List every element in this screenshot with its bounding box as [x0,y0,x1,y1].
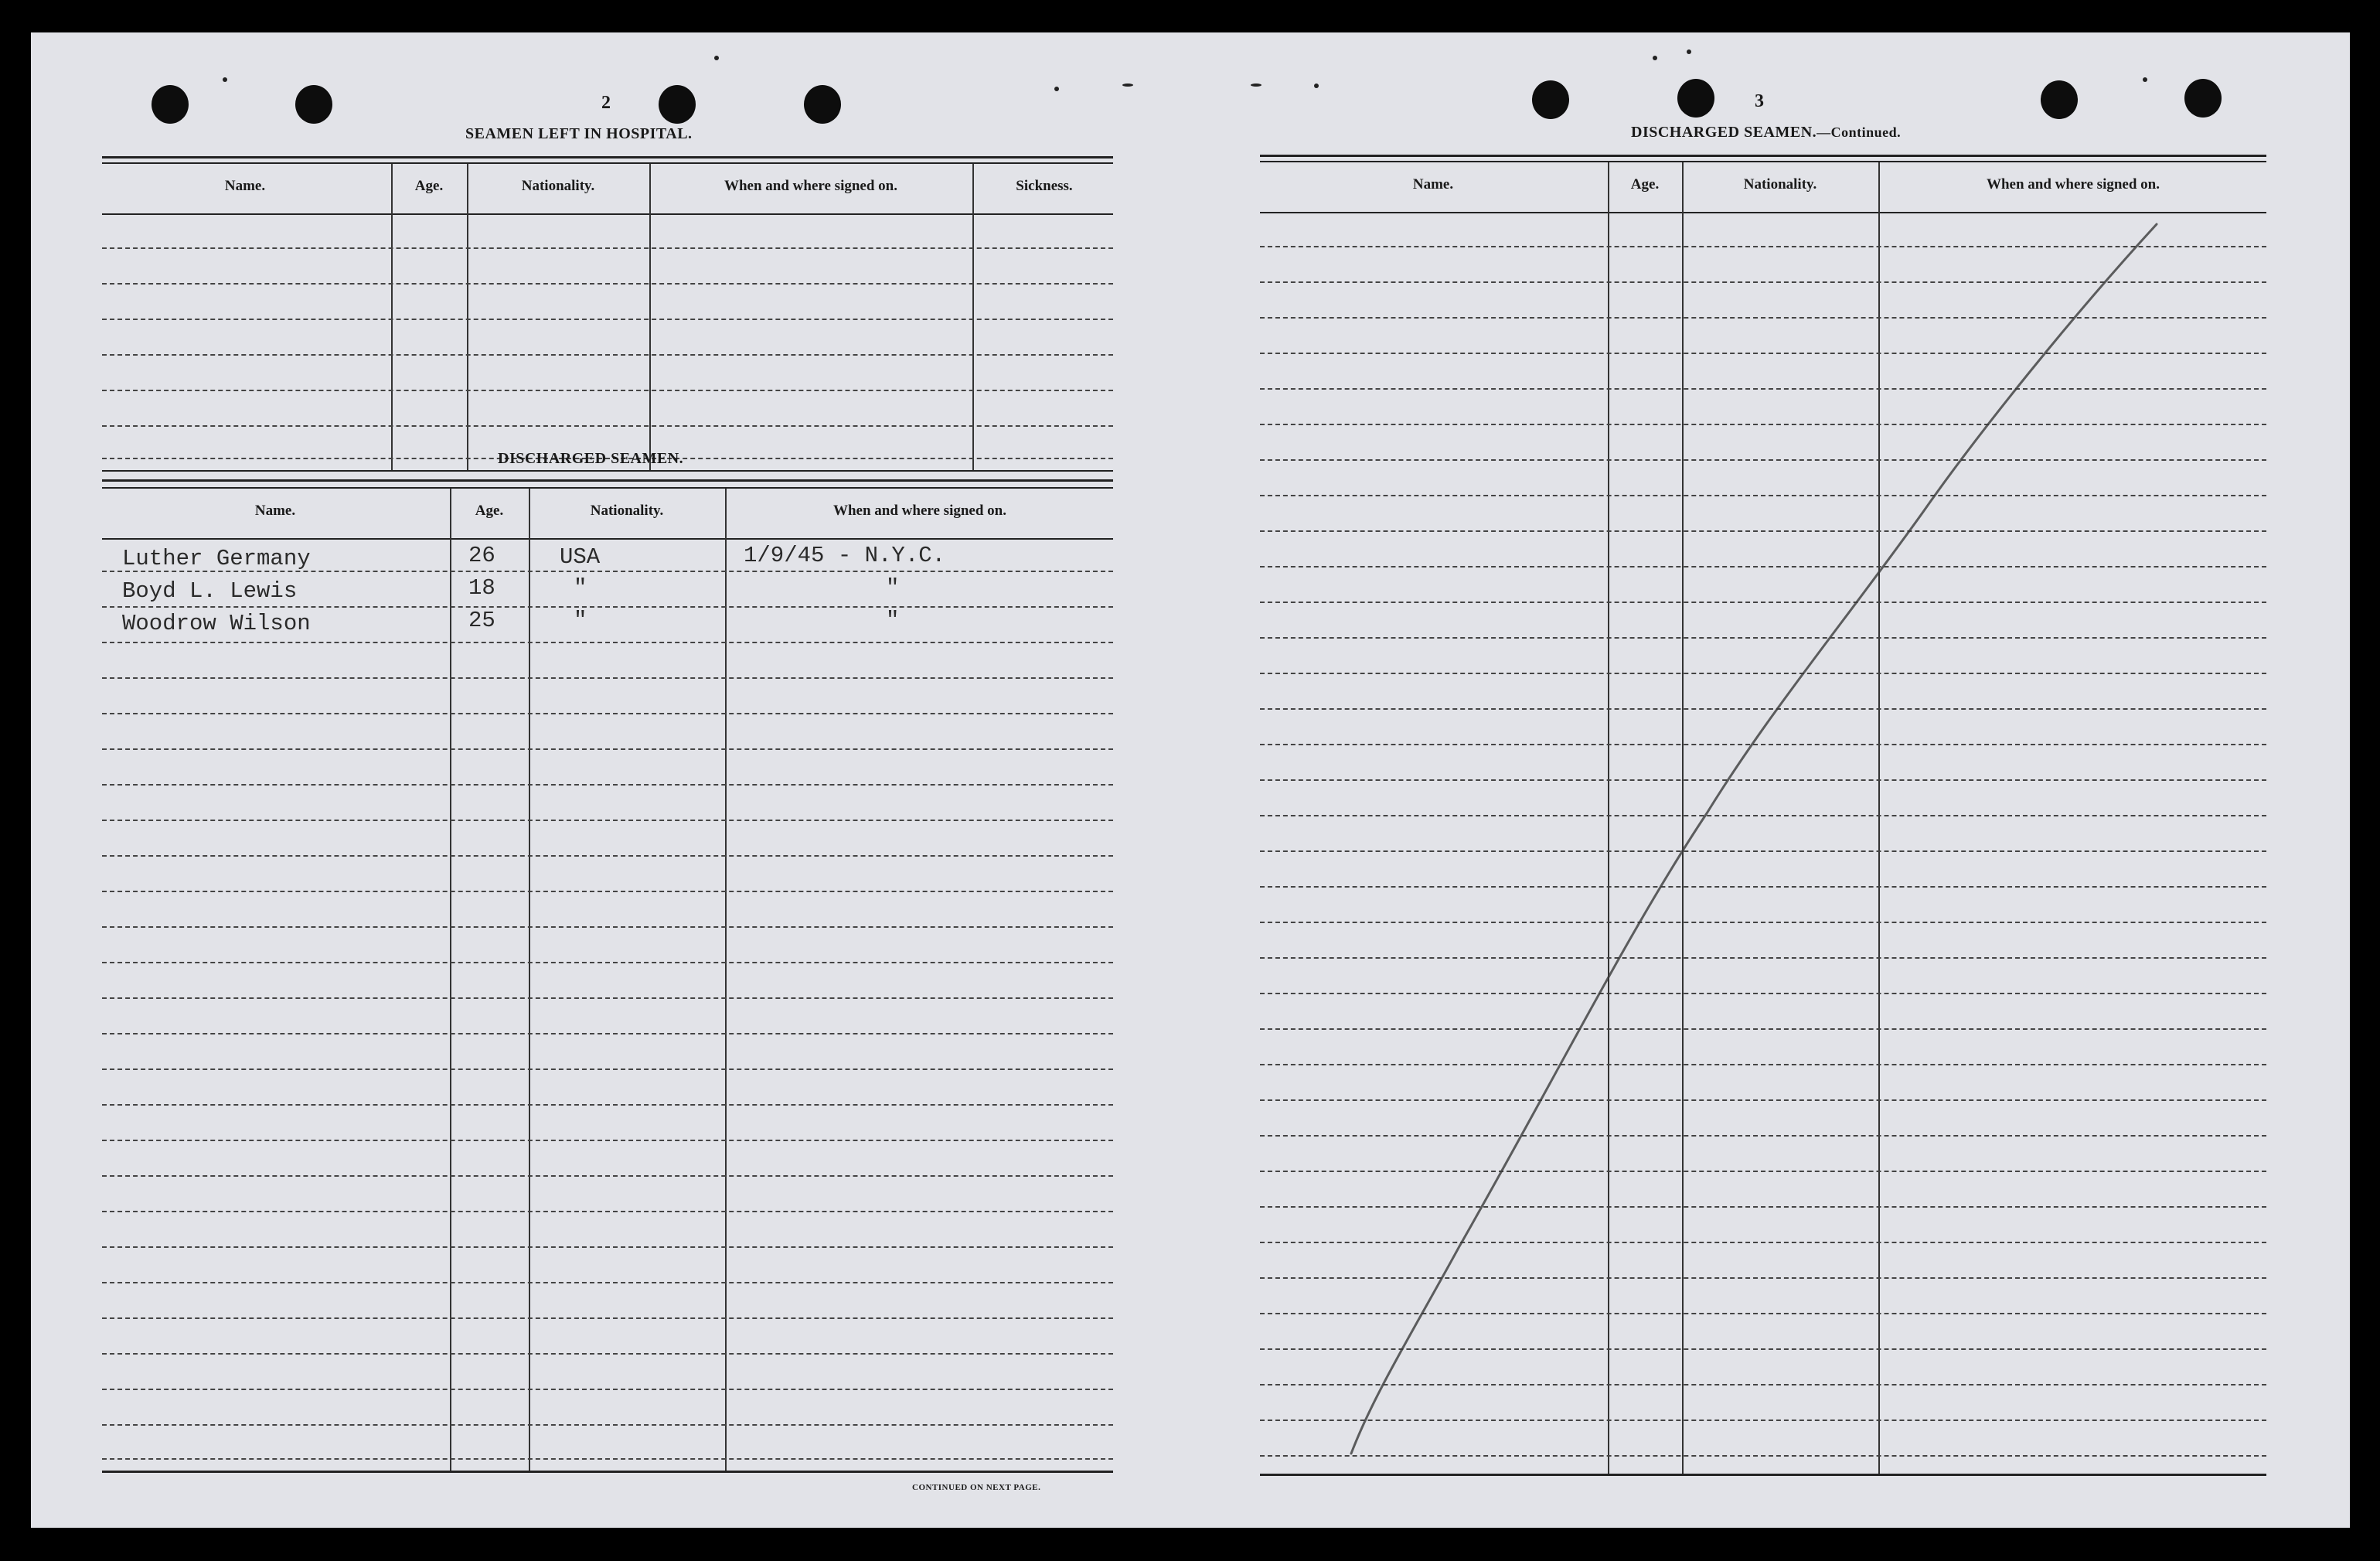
column-header-sickness: Sickness. [1016,178,1073,194]
seaman-name: Boyd L. Lewis [122,578,298,604]
seaman-name: Luther Germany [122,546,311,571]
entry-line [102,354,1113,356]
entry-line [102,820,1113,821]
entry-line [102,1389,1113,1390]
rule [102,156,1113,158]
seaman-name: Woodrow Wilson [122,611,311,636]
entry-line [102,425,1113,427]
left-page [100,32,1146,1528]
entry-line [102,997,1113,999]
page-number: 3 [1755,91,1764,111]
entry-line [102,1353,1113,1355]
column-header-age: Age. [475,503,504,519]
rule [102,162,1113,164]
seaman-age: 18 [468,575,495,601]
column-divider [529,489,530,1471]
column-divider [972,164,974,470]
entry-line [102,1458,1113,1460]
column-header-signed-on: When and where signed on. [832,503,1006,519]
column-divider [391,164,393,470]
seaman-signed-on: 1/9/45 - N.Y.C. [744,543,946,568]
column-header-signed-on: When and where signed on. [724,178,897,194]
hospital-section-title: SEAMEN LEFT IN HOSPITAL. [465,125,693,142]
entry-line [102,1282,1113,1283]
rule [102,479,1113,482]
seaman-signed-on: " [886,575,900,601]
rule [102,470,1113,472]
continued-suffix: —Continued. [1816,124,1902,140]
seaman-age: 26 [468,543,495,568]
document-sheet [31,32,2350,1528]
column-header-nationality: Nationality. [590,503,664,519]
entry-line [102,748,1113,750]
seaman-nationality: USA [560,544,601,570]
entry-line [102,784,1113,786]
entry-line [102,1175,1113,1177]
column-header-signed-on: When and where signed on. [1986,176,2160,193]
entry-line [102,1104,1113,1106]
entry-line [102,390,1113,391]
entry-line [102,1424,1113,1426]
seaman-nationality: " [574,608,587,633]
entry-line [102,247,1113,249]
seaman-signed-on: " [886,608,900,633]
rule [102,1471,1113,1473]
column-divider [649,164,651,470]
page-number: 2 [601,93,611,113]
entry-line [102,1140,1113,1141]
column-header-age: Age. [1630,176,1660,193]
column-header-nationality: Nationality. [521,178,595,194]
column-header-nationality: Nationality. [1743,176,1817,193]
seaman-age: 25 [468,608,495,633]
column-header-name: Name. [254,503,296,519]
section-title: DISCHARGED SEAMEN. [1631,124,1817,141]
entry-line [102,926,1113,928]
column-header-age: Age. [414,178,444,194]
entry-line [102,1069,1113,1070]
entry-line [102,713,1113,714]
entry-line [102,1246,1113,1248]
seaman-nationality: " [574,575,587,601]
column-divider [450,489,451,1471]
continued-footer: CONTINUED ON NEXT PAGE. [912,1483,1041,1492]
entry-line [102,283,1113,285]
entry-line [102,1033,1113,1034]
discharged-section-title: DISCHARGED SEAMEN. [498,450,684,467]
rule [102,487,1113,489]
entry-line [102,606,1113,608]
entry-line [102,962,1113,963]
entry-line [102,855,1113,857]
entry-line [102,1317,1113,1319]
cancel-line-mark [1258,32,2303,1528]
rule [102,213,1113,215]
entry-line [102,642,1113,643]
right-page [1258,32,2303,1528]
entry-line [102,1211,1113,1212]
column-divider [467,164,468,470]
rule [102,538,1113,540]
entry-line [102,891,1113,892]
entry-line [102,677,1113,679]
entry-line [102,319,1113,320]
column-divider [725,489,727,1471]
column-header-name: Name. [1412,176,1454,193]
column-header-name: Name. [224,178,266,194]
